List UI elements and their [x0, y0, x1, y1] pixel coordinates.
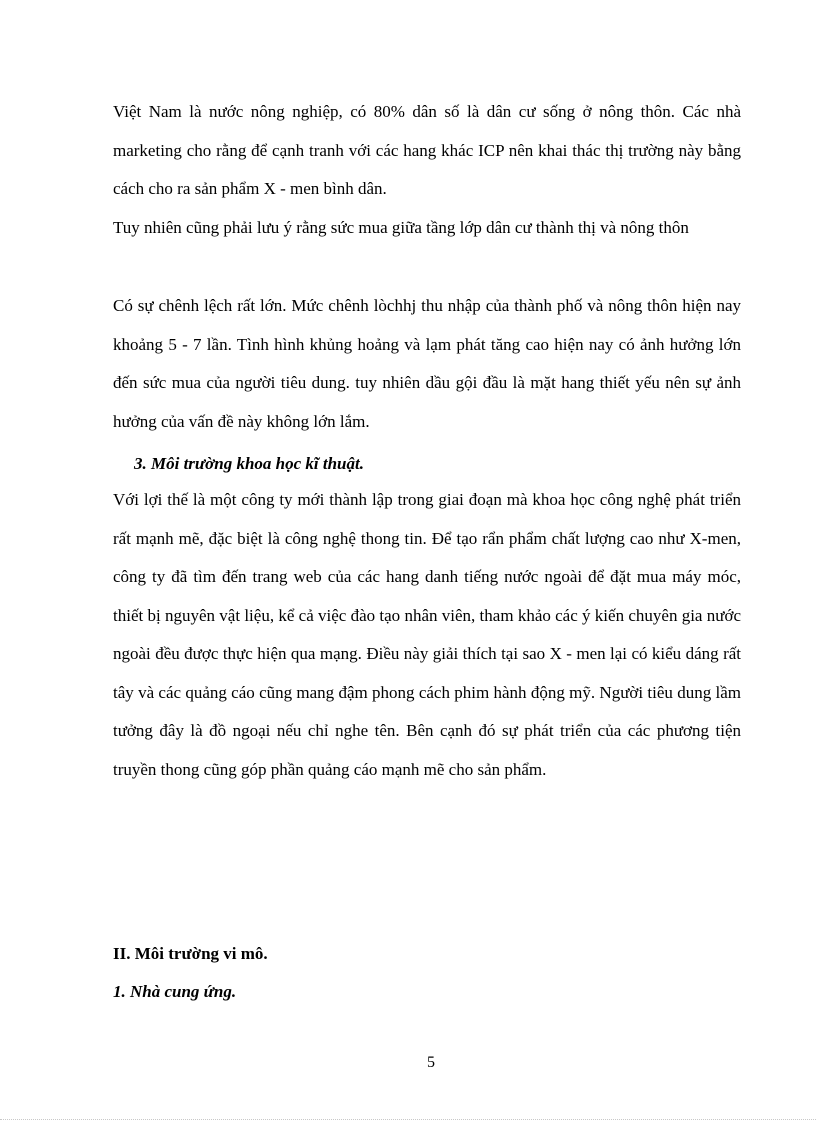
subsection-heading-suppliers: 1. Nhà cung ứng. [113, 982, 237, 1001]
paragraph-technology-advantage: Với lợi thế là một công ty mới thành lập trong giai đoạn mà khoa học công nghệ phát triển rất mạnh mẽ, đặc biệt là công nghệ thong tin. Để tạo rẩn phẩm chất lượng cao như X-men, công ty đã tìm đến trang web của các hang danh tiếng nước ngoài để đặt mua máy móc, thiết bị nguyên vật liệu, kể cả việc đào tạo nhân viên, tham khảo các ý kiến chuyên gia nước ngoài đều được thực hiện qua mạng. Điều này giải thích tại sao X - men lại có kiểu dáng rất tây và các quảng cáo cũng mang đậm phong cách phim hành động mỹ. Người tiêu dung lầm tưởng đây là đồ ngoại nếu chỉ nghe tên. Bên cạnh đó sự phát triển của các phương tiện truyền thong cũng góp phần quảng cáo mạnh mẽ cho sản phẩm. [113, 490, 741, 779]
paragraph-rural-market: Việt Nam là nước nông nghiệp, có 80% dân số là dân cư sống ở nông thôn. Các nhà marketing cho rằng để cạnh tranh với các hang khác ICP nên khai thác thị trường này bằng cách cho ra sản phẩm X - men bình dân. [113, 102, 741, 198]
page-bottom-divider [0, 1119, 816, 1120]
paragraph-purchasing-power: Tuy nhiên cũng phải lưu ý rằng sức mua giữa tầng lớp dân cư thành thị và nông thôn [113, 218, 689, 237]
heading-science-technology: 3. Môi trường khoa học kĩ thuật. [134, 454, 364, 473]
page-number: 5 [427, 1054, 435, 1071]
paragraph-income-gap: Có sự chênh lệch rất lớn. Mức chênh lòchhj thu nhập của thành phố và nông thôn hiện nay khoảng 5 - 7 lần. Tình hình khủng hoảng và lạm phát tăng cao hiện nay có ảnh hưởng lớn đến sức mua của người tiêu dung. tuy nhiên dầu gội đầu là mặt hang thiết yếu nên sự ảnh hưởng của vấn đề này không lớn lắm. [113, 296, 741, 431]
section-heading-micro-environment: II. Môi trường vi mô. [113, 944, 268, 963]
